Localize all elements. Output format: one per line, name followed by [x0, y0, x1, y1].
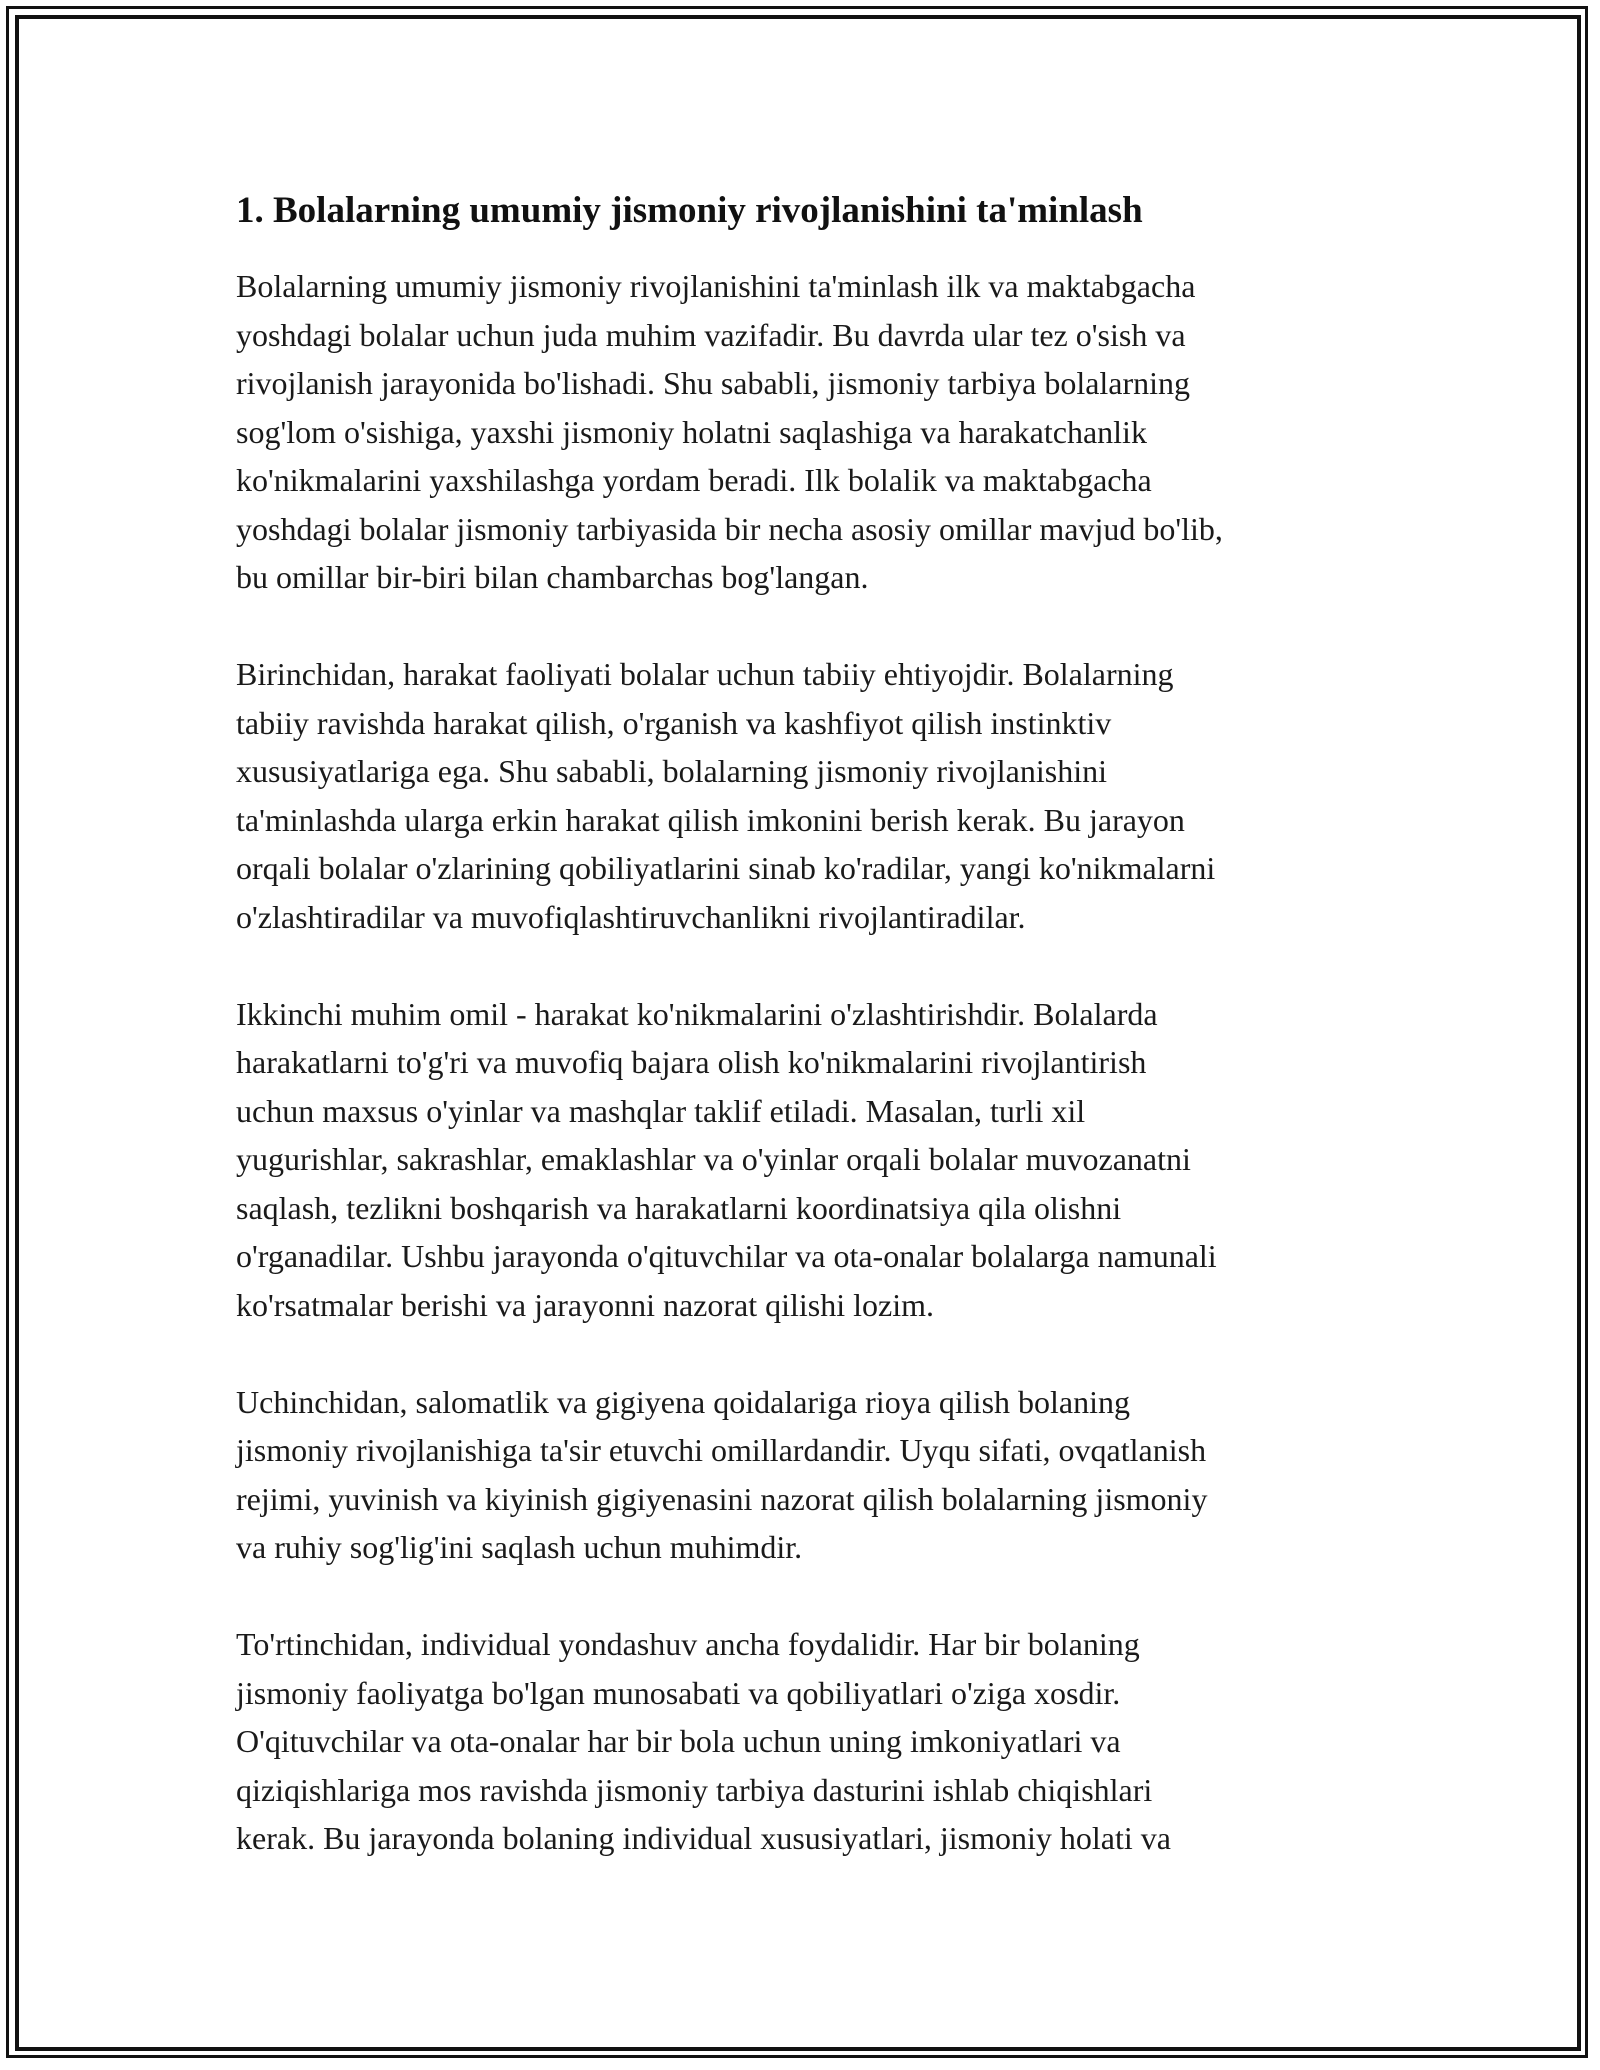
- text-line: kerak. Bu jarayonda bolaning individual xususiyatlari, jismoniy holati va: [236, 1820, 1171, 1856]
- text-line: sog'lom o'sishiga, yaxshi jismoniy holatni saqlashiga va harakatchanlik: [236, 413, 1147, 450]
- text-line: yoshdagi bolalar uchun juda muhim vazifadir. Bu davrda ular tez o'sish va: [236, 316, 1186, 353]
- text-line: qiziqishlariga mos ravishda jismoniy tarbiya dasturini ishlab chiqishlari: [236, 1771, 1153, 1808]
- section-heading: 1. Bolalarning umumiy jismoniy rivojlanishini ta'minlash: [236, 190, 1143, 231]
- text-line: va ruhiy sog'lig'ini saqlash uchun muhimdir.: [236, 1529, 803, 1565]
- text-line: jismoniy faoliyatga bo'lgan munosabati va qobiliyatlari o'ziga xosdir.: [236, 1674, 1121, 1711]
- paragraph-3: [236, 990, 1386, 1330]
- text-line: xususiyatlariga ega. Shu sababli, bolalarning jismoniy rivojlanishini: [236, 753, 1107, 789]
- text-line: ko'rsatmalar berishi va jarayonni nazorat qilishi lozim.: [236, 1286, 934, 1323]
- text-line: ta'minlashda ularga erkin harakat qilish imkonini berish kerak. Bu jarayon: [236, 801, 1185, 838]
- text-line: bu omillar bir-biri bilan chambarchas bog'langan.: [236, 559, 869, 595]
- text-line: rejimi, yuvinish va kiyinish gigiyenasini nazorat qilish bolalarning jismoniy: [236, 1480, 1208, 1517]
- text-line: saqlash, tezlikni boshqarish va harakatlarni koordinatsiya qila olishni: [236, 1189, 1122, 1226]
- text-line: Birinchidan, harakat faoliyati bolalar uchun tabiiy ehtiyojdir. Bolalarning: [236, 656, 1174, 692]
- text-line: o'zlashtiradilar va muvofiqlashtiruvchanlikni rivojlantiradilar.: [236, 898, 1026, 935]
- text-line: o'rganadilar. Ushbu jarayonda o'qituvchilar va ota-onalar bolalarga namunali: [236, 1238, 1217, 1274]
- text-line: Bolalarning umumiy jismoniy rivojlanishini ta'minlash ilk va maktabgacha: [236, 268, 1196, 304]
- text-line: O'qituvchilar va ota-onalar har bir bola uchun uning imkoniyatlari va: [236, 1723, 1121, 1759]
- paragraph-5: [236, 1620, 1386, 1863]
- paragraph-2: [236, 650, 1386, 941]
- text-line: Uchinchidan, salomatlik va gigiyena qoidalariga rioya qilish bolaning: [236, 1383, 1130, 1420]
- text-line: uchun maxsus o'yinlar va mashqlar taklif etiladi. Masalan, turli xil: [236, 1092, 1086, 1129]
- text-line: orqali bolalar o'zlarining qobiliyatlarini sinab ko'radilar, yangi ko'nikmalarni: [236, 850, 1216, 886]
- text-line: tabiiy ravishda harakat qilish, o'rganish va kashfiyot qilish instinktiv: [236, 704, 1112, 741]
- text-line: ko'nikmalarini yaxshilashga yordam beradi. Ilk bolalik va maktabgacha: [236, 462, 1152, 498]
- paragraph-1: [236, 262, 1386, 602]
- paragraph-4: [236, 1378, 1386, 1572]
- document-body: [236, 188, 1386, 1911]
- text-line: To'rtinchidan, individual yondashuv ancha foydalidir. Har bir bolaning: [236, 1626, 1140, 1662]
- text-line: yugurishlar, sakrashlar, emaklashlar va o'yinlar orqali bolalar muvozanatni: [236, 1141, 1191, 1177]
- text-line: jismoniy rivojlanishiga ta'sir etuvchi omillardandir. Uyqu sifati, ovqatlanish: [236, 1432, 1207, 1468]
- text-line: yoshdagi bolalar jismoniy tarbiyasida bir necha asosiy omillar mavjud bo'lib,: [236, 510, 1223, 547]
- text-line: rivojlanish jarayonida bo'lishadi. Shu sababli, jismoniy tarbiya bolalarning: [236, 365, 1191, 401]
- text-line: harakatlarni to'g'ri va muvofiq bajara olish ko'nikmalarini rivojlantirish: [236, 1044, 1147, 1080]
- text-line: Ikkinchi muhim omil - harakat ko'nikmalarini o'zlashtirishdir. Bolalarda: [236, 995, 1158, 1032]
